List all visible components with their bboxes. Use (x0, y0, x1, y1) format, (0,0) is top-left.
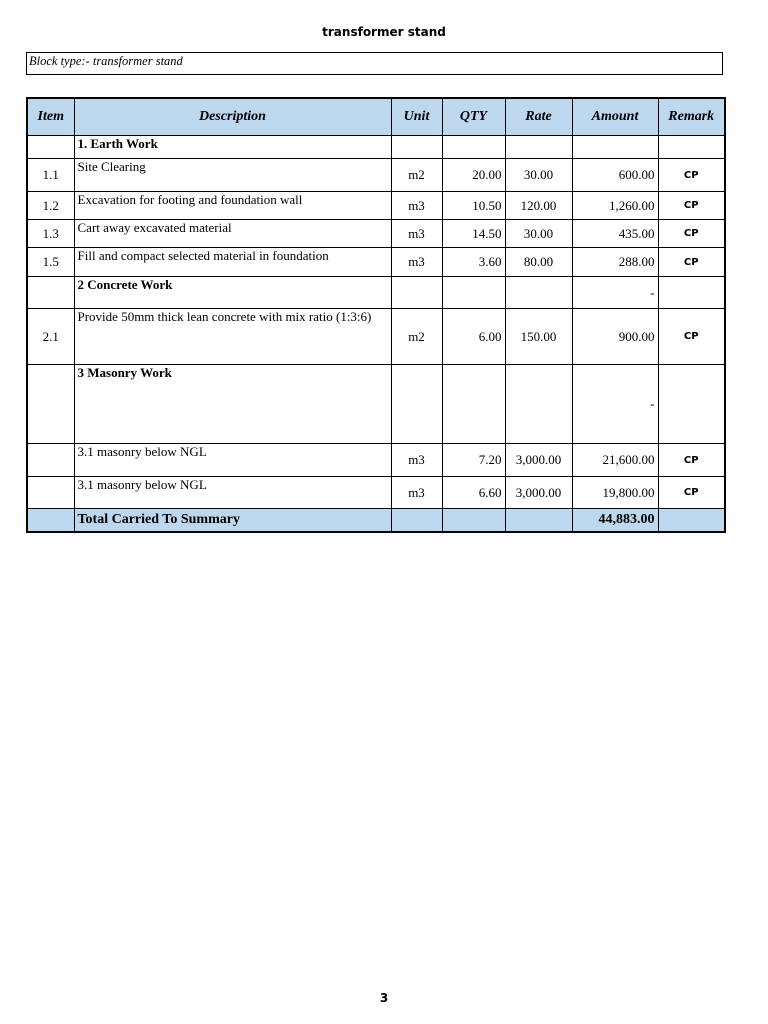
rate-cell: 80.00 (505, 248, 572, 277)
amount-cell: 288.00 (572, 248, 658, 277)
table-row (27, 220, 725, 248)
total-label: Total Carried To Summary (74, 509, 391, 533)
qty-cell: 10.50 (442, 192, 505, 220)
item-cell: 1.2 (27, 192, 74, 220)
bill-of-quantities-table (26, 97, 726, 533)
header-description: Description (74, 98, 391, 136)
qty-cell: 20.00 (442, 159, 505, 192)
description-cell: 3.1 masonry below NGL (74, 477, 391, 509)
page-number: 3 (379, 991, 389, 1005)
remark-cell: CP (658, 159, 725, 192)
block-type-box (26, 52, 723, 75)
rate-cell: 3,000.00 (505, 477, 572, 509)
table-row (27, 309, 725, 365)
qty-cell: 6.00 (442, 309, 505, 365)
unit-cell: m3 (391, 248, 442, 277)
rate-cell: 120.00 (505, 192, 572, 220)
qty-cell: 3.60 (442, 248, 505, 277)
section-title: 1. Earth Work (74, 136, 391, 159)
description-cell: Site Clearing (74, 159, 391, 192)
remark-cell: CP (658, 192, 725, 220)
section-row-earth-work (27, 136, 725, 159)
qty-cell: 14.50 (442, 220, 505, 248)
table-row (27, 248, 725, 277)
qty-cell: 6.60 (442, 477, 505, 509)
description-cell: Fill and compact selected material in foundation (74, 248, 391, 277)
remark-cell: CP (658, 220, 725, 248)
unit-cell: m2 (391, 159, 442, 192)
header-rate: Rate (505, 98, 572, 136)
remark-cell: CP (658, 477, 725, 509)
amount-cell: 435.00 (572, 220, 658, 248)
item-cell: 1.3 (27, 220, 74, 248)
total-amount: 44,883.00 (572, 509, 658, 533)
header-item: Item (27, 98, 74, 136)
rate-cell: 3,000.00 (505, 444, 572, 477)
description-cell: Excavation for footing and foundation wall (74, 192, 391, 220)
description-cell: Cart away excavated material (74, 220, 391, 248)
table-row (27, 444, 725, 477)
item-cell (27, 444, 74, 477)
section-row-concrete-work (27, 277, 725, 309)
amount-cell: 600.00 (572, 159, 658, 192)
document-title: transformer stand (322, 25, 446, 39)
rate-cell: 150.00 (505, 309, 572, 365)
rate-cell: 30.00 (505, 220, 572, 248)
section-row-masonry-work (27, 365, 725, 444)
amount-cell: 900.00 (572, 309, 658, 365)
description-cell: 3.1 masonry below NGL (74, 444, 391, 477)
header-remark: Remark (658, 98, 725, 136)
header-qty: QTY (442, 98, 505, 136)
table-header-row (27, 98, 725, 136)
table-row (27, 192, 725, 220)
table-row (27, 159, 725, 192)
amount-cell: 21,600.00 (572, 444, 658, 477)
unit-cell: m3 (391, 444, 442, 477)
amount-cell: 19,800.00 (572, 477, 658, 509)
amount-cell: 1,260.00 (572, 192, 658, 220)
item-cell: 2.1 (27, 309, 74, 365)
item-cell (27, 477, 74, 509)
item-cell: 1.1 (27, 159, 74, 192)
section-title: 3 Masonry Work (74, 365, 391, 444)
table-row (27, 477, 725, 509)
amount-dash: - (572, 365, 658, 444)
qty-cell: 7.20 (442, 444, 505, 477)
remark-cell: CP (658, 248, 725, 277)
unit-cell: m3 (391, 477, 442, 509)
unit-cell: m3 (391, 220, 442, 248)
rate-cell: 30.00 (505, 159, 572, 192)
remark-cell: CP (658, 309, 725, 365)
description-cell: Provide 50mm thick lean concrete with mix ratio (1:3:6) (74, 309, 391, 365)
section-title: 2 Concrete Work (74, 277, 391, 309)
header-unit: Unit (391, 98, 442, 136)
unit-cell: m3 (391, 192, 442, 220)
amount-dash: - (572, 277, 658, 309)
block-type-label: Block type:- transformer stand (29, 54, 183, 68)
header-amount: Amount (572, 98, 658, 136)
item-cell: 1.5 (27, 248, 74, 277)
unit-cell: m2 (391, 309, 442, 365)
remark-cell: CP (658, 444, 725, 477)
total-row (27, 509, 725, 533)
